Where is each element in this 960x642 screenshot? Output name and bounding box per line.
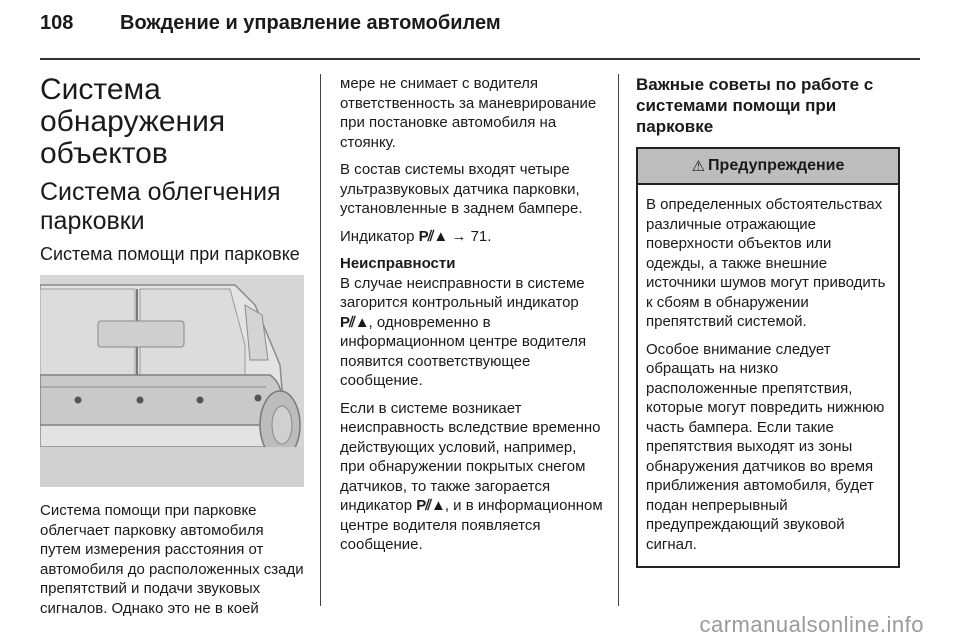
parking-indicator-icon: P⫽▲: [418, 227, 448, 245]
fault-1-text-a: В случае неисправности в системе загорится контрольный индикатор: [340, 274, 585, 311]
indicator-prefix: Индикатор: [340, 227, 415, 245]
fault-1-text-b: , одновременно в информационном центре водителя появится соответствующее сообщение.: [340, 313, 587, 389]
warning-triangle-icon: ⚠: [691, 158, 706, 175]
header-rule: [40, 58, 920, 60]
column-divider-2: [618, 74, 619, 606]
warning-title: Предупреждение: [708, 157, 845, 174]
car-rear-drawing: [40, 275, 304, 487]
faults-heading: Неисправности: [340, 255, 456, 272]
warning-paragraph-1: В определенных обстоятельствах различные отражающие поверхности объектов или одежды, а также внешние источники шумов могут приводить к сбоям в обнаружении препятствий системой.: [646, 196, 886, 330]
page-number: 108: [40, 12, 74, 34]
fault-2-text-a: Если в системе возникает неисправность вследствие временно действующих условий, например, при обнаружении покрытых снегом датчиков, то также загорается индикатор: [340, 399, 601, 514]
watermark: carmanualsonline.info: [699, 612, 924, 637]
warning-paragraph-2: Особое внимание следует обращать на низко расположенные препятствия, которые могут повредить нижнюю часть бампера. Если такие препятствия выходят из зоны обнаружения датчиков во время приближения автомобиля, будет подан непрерывный предупреждающий звуковой сигнал.: [646, 340, 885, 553]
parking-indicator-icon: P⫽▲: [340, 313, 369, 331]
page-reference: 71.: [470, 227, 492, 245]
rear-bumper-illustration: [40, 275, 304, 487]
warning-box: [636, 147, 900, 568]
column-3: [636, 74, 900, 568]
column-2: [340, 74, 604, 563]
section-title: Система обнаружения объектов: [40, 73, 226, 170]
tips-heading: Важные советы по работе с системами помощи при парковке: [636, 75, 874, 136]
parking-indicator-icon: P⫽▲: [416, 497, 445, 514]
warning-header: [638, 149, 898, 185]
page-header-title: Вождение и управление автомобилем: [120, 12, 501, 34]
subsubsection-title: Система помощи при парковке: [40, 244, 300, 264]
paragraph-fault-2: [340, 399, 604, 555]
paragraph-indicator: [340, 227, 604, 247]
fault-2-text-b: , и в информационном центре водителя появляется сообщение.: [340, 497, 603, 553]
column-divider-1: [320, 74, 321, 606]
warning-body: [638, 185, 898, 566]
parking-assist-paragraph: Система помощи при парковке облегчает парковку автомобиля путем измерения расстояния от автомобиля до расположенных сзади препятствий и подачи звуковых сигналов. Однако это не в коей: [40, 502, 304, 617]
paragraph-responsibility: мере не снимает с водителя ответственность за маневрирование при постановке автомобиля на стоянку.: [340, 75, 597, 151]
paragraph-sensors: В состав системы входят четыре ультразвуковых датчика парковки, установленные в заднем бампере.: [340, 161, 583, 217]
page-reference-arrow: →: [451, 227, 467, 245]
subsection-title: Система облегчения парковки: [40, 178, 281, 235]
paragraph-fault-1: [340, 274, 604, 391]
column-1: [40, 74, 304, 626]
